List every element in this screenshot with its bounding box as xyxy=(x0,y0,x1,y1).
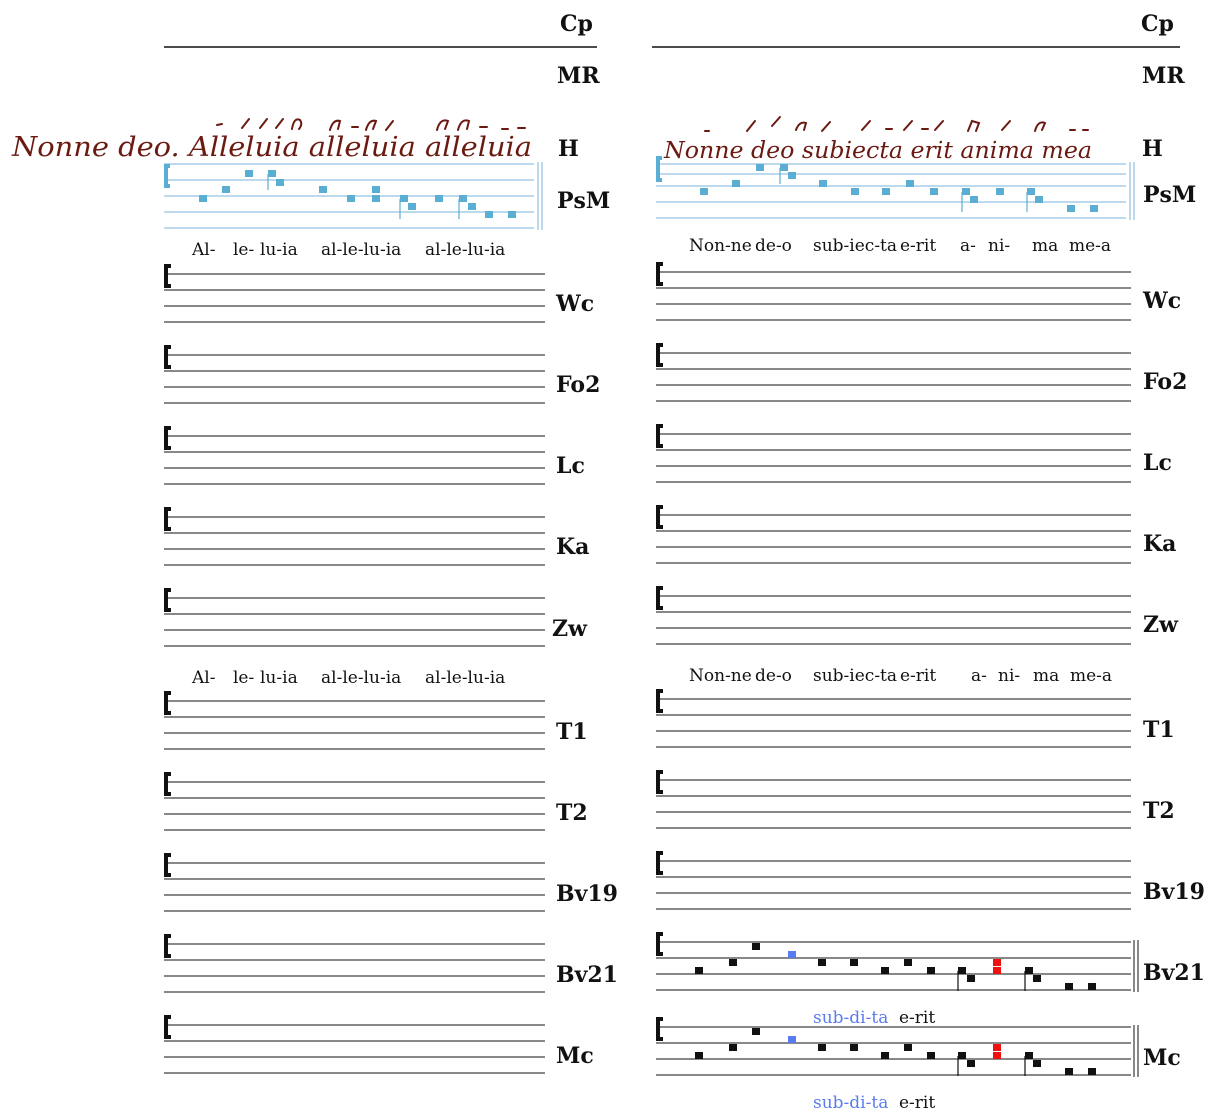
c-clef-icon xyxy=(658,934,663,954)
label-mr: MR xyxy=(557,63,600,89)
staff-right xyxy=(656,264,1131,320)
c-clef-icon xyxy=(658,345,663,365)
staff-left xyxy=(164,347,545,403)
chant-neume xyxy=(729,1044,737,1051)
manuscript-neumes-left xyxy=(217,119,525,130)
lyric-syllable: le- xyxy=(233,668,255,688)
psm-neume xyxy=(222,186,230,193)
chant-neume xyxy=(904,1044,912,1051)
staff-right xyxy=(656,853,1131,909)
variant-syllables: sub-di-ta xyxy=(813,1008,889,1028)
chant-neume xyxy=(1025,967,1033,974)
chant-neume xyxy=(1065,1068,1073,1075)
psm-neume xyxy=(276,179,284,186)
psm-neume xyxy=(199,195,207,202)
chant-neume xyxy=(818,959,826,966)
psm-neume xyxy=(459,195,467,202)
label-h: H xyxy=(558,136,579,162)
psm-neume xyxy=(882,188,890,195)
chant-neume xyxy=(1033,975,1041,982)
variant-lyrics-bv21 xyxy=(813,1008,935,1028)
variant-neume xyxy=(993,1044,1001,1051)
c-clef-icon xyxy=(166,936,171,956)
chant-neume xyxy=(927,1052,935,1059)
staff-right xyxy=(656,588,1131,644)
chant-neume xyxy=(958,967,966,974)
psm-neume xyxy=(756,164,764,171)
label-ka: Ka xyxy=(1143,531,1177,557)
c-clef-icon xyxy=(658,772,663,792)
c-clef-icon xyxy=(166,590,171,610)
label-mc: Mc xyxy=(1143,1045,1181,1071)
psm-neume xyxy=(930,188,938,195)
chant-neume xyxy=(1088,1068,1096,1075)
c-clef-icon xyxy=(658,264,663,284)
lyrics-mid-right xyxy=(689,666,1112,686)
manuscript-text-left: Nonne deo. Alleluia alleluia alleluia xyxy=(10,132,533,163)
psm-neume xyxy=(996,188,1004,195)
psm-neume xyxy=(468,203,476,210)
variant-neume xyxy=(788,951,796,958)
chant-neume xyxy=(881,1052,889,1059)
staff-left xyxy=(164,774,545,830)
variant-neume xyxy=(993,967,1001,974)
staff-left xyxy=(164,936,545,992)
lyric-syllable: al-le-lu-ia xyxy=(321,668,402,688)
psm-neume xyxy=(408,203,416,210)
psm-neume xyxy=(508,211,516,218)
label-zw: Zw xyxy=(552,616,587,642)
chant-neume xyxy=(967,1060,975,1067)
label-lc: Lc xyxy=(556,453,585,479)
psm-neume xyxy=(485,211,493,218)
c-clef-icon xyxy=(658,1019,663,1039)
c-clef-icon xyxy=(658,691,663,711)
label-t2: T2 xyxy=(556,800,588,826)
staff-right xyxy=(656,345,1131,401)
label-t2: T2 xyxy=(1143,798,1175,824)
psm-neume xyxy=(970,196,978,203)
label-ka: Ka xyxy=(556,534,590,560)
lyrics-top-right xyxy=(689,236,1111,256)
c-clef-icon xyxy=(658,853,663,873)
label-bv21: Bv21 xyxy=(556,962,618,988)
staff-right xyxy=(656,772,1131,828)
psm-neume xyxy=(851,188,859,195)
label-fo2: Fo2 xyxy=(556,372,601,398)
psm-neume xyxy=(788,172,796,179)
psm-neume xyxy=(319,186,327,193)
lyric-syllable: al-le-lu-ia xyxy=(425,240,506,260)
lyric-syllable: lu-ia xyxy=(260,240,298,260)
lyric-syllable: de-o xyxy=(755,666,792,686)
label-bv19: Bv19 xyxy=(1143,879,1205,905)
lyric-syllable: le- xyxy=(233,240,255,260)
chant-neume xyxy=(695,1052,703,1059)
psm-clef-right-icon xyxy=(658,158,662,180)
psm-neume xyxy=(819,180,827,187)
label-psm: PsM xyxy=(557,188,611,214)
lyric-syllable: ni- xyxy=(998,666,1021,686)
c-clef-icon xyxy=(166,1017,171,1037)
label-t1: T1 xyxy=(556,719,588,745)
psm-staff-right xyxy=(656,162,1134,220)
lyric-syllable: me-a xyxy=(1069,236,1112,256)
right-source-labels xyxy=(1141,11,1205,1071)
manuscript-text-right: Nonne deo subiecta erit anima mea xyxy=(662,138,1092,164)
label-mr: MR xyxy=(1142,63,1185,89)
lyric-syllable: e-rit xyxy=(900,666,937,686)
staff-right xyxy=(656,426,1131,482)
manuscript-neumes-right xyxy=(705,117,1088,131)
lyric-syllable: lu-ia xyxy=(260,668,298,688)
psm-neume xyxy=(268,170,276,177)
psm-neume xyxy=(1035,196,1043,203)
psm-neume xyxy=(400,195,408,202)
psm-neume xyxy=(245,170,253,177)
label-cp: Cp xyxy=(560,11,593,37)
staff-left xyxy=(164,693,545,749)
psm-neume xyxy=(906,180,914,187)
c-clef-icon xyxy=(166,266,171,286)
lyric-syllable: ma xyxy=(1033,666,1060,686)
chant-neume xyxy=(1033,1060,1041,1067)
staff-left xyxy=(164,590,545,646)
c-clef-icon xyxy=(166,774,171,794)
lyrics-top-left xyxy=(191,240,505,260)
chant-neume xyxy=(850,959,858,966)
variant-rest: e-rit xyxy=(899,1093,936,1113)
lyric-syllable: al-le-lu-ia xyxy=(321,240,402,260)
chant-neume xyxy=(881,967,889,974)
lyric-syllable: al-le-lu-ia xyxy=(425,668,506,688)
c-clef-icon xyxy=(166,428,171,448)
psm-neume xyxy=(700,188,708,195)
notes-group xyxy=(199,164,1098,1076)
staff-left xyxy=(164,509,545,565)
lyric-syllable: de-o xyxy=(755,236,792,256)
c-clef-icon xyxy=(166,693,171,713)
chant-neume xyxy=(1025,1052,1033,1059)
label-t1: T1 xyxy=(1143,717,1175,743)
lyric-syllable: Non-ne xyxy=(689,666,752,686)
label-fo2: Fo2 xyxy=(1143,369,1188,395)
variant-neume xyxy=(993,959,1001,966)
chant-neume xyxy=(1065,983,1073,990)
chant-neume xyxy=(752,943,760,950)
staff-right xyxy=(656,691,1131,747)
psm-neume xyxy=(732,180,740,187)
lyric-syllable: sub-iec-ta xyxy=(813,236,898,256)
psm-neume xyxy=(780,164,788,171)
label-bv19: Bv19 xyxy=(556,881,618,907)
lyric-syllable: Non-ne xyxy=(689,236,752,256)
chant-neume xyxy=(818,1044,826,1051)
lyric-syllable: e-rit xyxy=(900,236,937,256)
c-clef-icon xyxy=(658,588,663,608)
psm-neume xyxy=(962,188,970,195)
lyrics-mid-left xyxy=(191,668,505,688)
chant-neume xyxy=(729,959,737,966)
variant-rest: e-rit xyxy=(899,1008,936,1028)
psm-neume xyxy=(347,195,355,202)
label-bv21: Bv21 xyxy=(1143,960,1205,986)
psm-clef-left-icon xyxy=(166,166,170,186)
lyric-syllable: ma xyxy=(1032,236,1059,256)
variant-lyrics-mc xyxy=(813,1093,935,1113)
lyric-syllable: Al- xyxy=(192,668,216,688)
c-clef-icon xyxy=(658,426,663,446)
left-source-labels xyxy=(552,11,618,1069)
chant-neume xyxy=(695,967,703,974)
lyric-syllable: Al- xyxy=(192,240,216,260)
psm-neume xyxy=(1027,188,1035,195)
staff-left xyxy=(164,266,545,322)
psm-neume xyxy=(372,186,380,193)
lyric-syllable: a- xyxy=(960,236,976,256)
label-psm: PsM xyxy=(1143,182,1197,208)
chant-neume xyxy=(967,975,975,982)
label-mc: Mc xyxy=(556,1043,594,1069)
chant-neume xyxy=(850,1044,858,1051)
chant-neume xyxy=(904,959,912,966)
lyric-syllable: a- xyxy=(971,666,987,686)
label-h: H xyxy=(1142,136,1163,162)
staff-left xyxy=(164,1017,545,1073)
label-cp: Cp xyxy=(1141,11,1174,37)
psm-neume xyxy=(435,195,443,202)
label-zw: Zw xyxy=(1143,612,1178,638)
label-wc: Wc xyxy=(1143,288,1182,314)
lyric-syllable: sub-iec-ta xyxy=(813,666,898,686)
psm-neume xyxy=(1067,205,1075,212)
c-clef-icon xyxy=(166,509,171,529)
staves-group xyxy=(164,264,1138,1077)
chant-neume xyxy=(958,1052,966,1059)
lyric-syllable: me-a xyxy=(1070,666,1113,686)
c-clef-icon xyxy=(658,507,663,527)
staff-right xyxy=(656,507,1131,563)
variant-neume xyxy=(993,1052,1001,1059)
staff-left xyxy=(164,428,545,484)
psm-neume xyxy=(1090,205,1098,212)
label-lc: Lc xyxy=(1143,450,1172,476)
psm-neume xyxy=(372,195,380,202)
lyric-syllable: ni- xyxy=(988,236,1011,256)
chant-neume xyxy=(1088,983,1096,990)
c-clef-icon xyxy=(166,855,171,875)
chant-neume xyxy=(752,1028,760,1035)
label-wc: Wc xyxy=(556,291,595,317)
c-clef-icon xyxy=(166,347,171,367)
variant-neume xyxy=(788,1036,796,1043)
staff-left xyxy=(164,855,545,911)
variant-syllables: sub-di-ta xyxy=(813,1093,889,1113)
chant-neume xyxy=(927,967,935,974)
